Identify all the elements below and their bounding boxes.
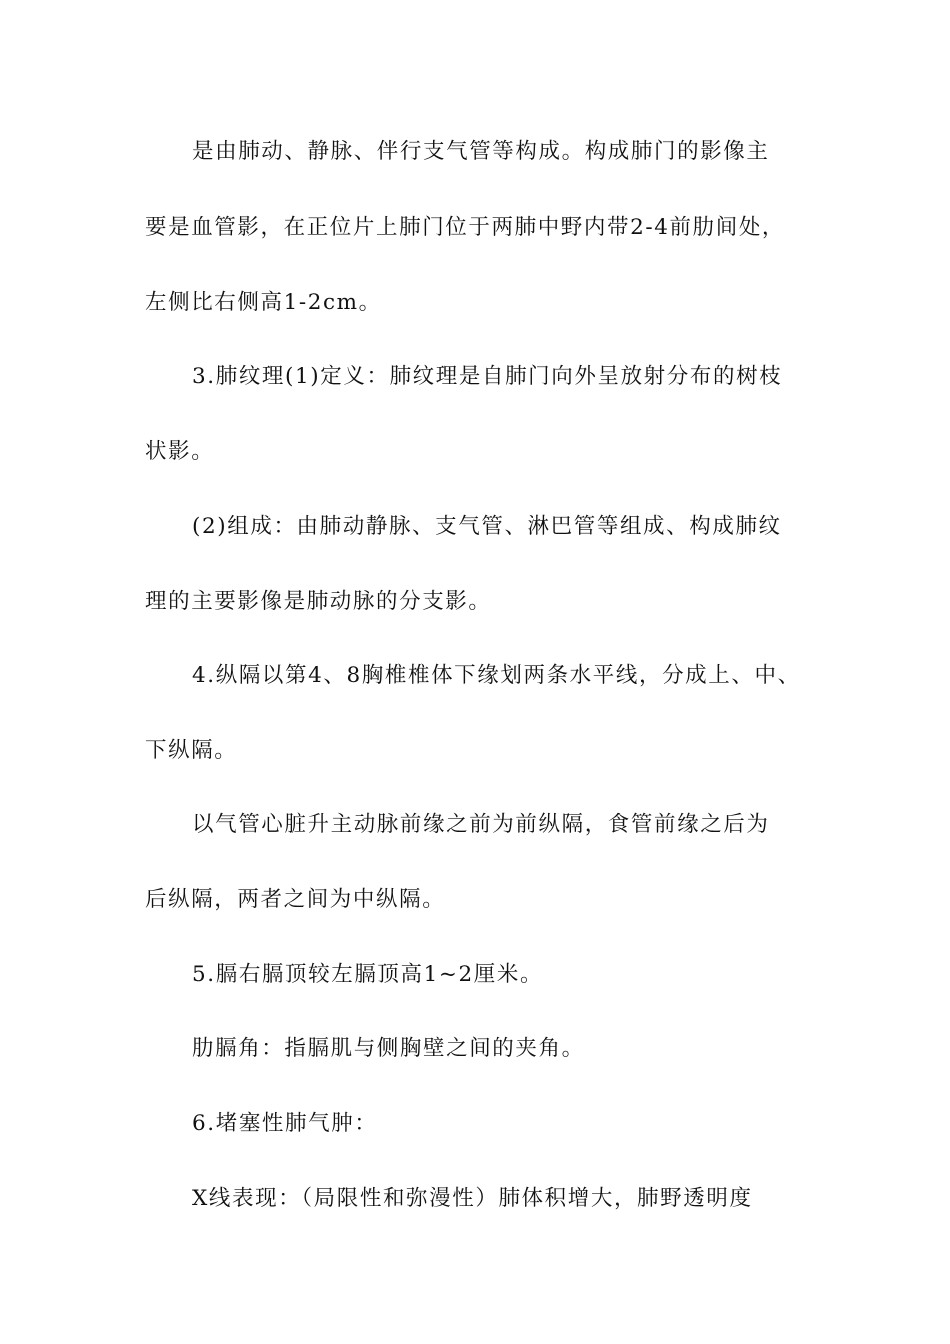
text-line: X线表现：（局限性和弥漫性）肺体积增大，肺野透明度 (192, 1186, 753, 1211)
text-line: 状影。 (145, 439, 215, 464)
text-line: 后纵隔，两者之间为中纵隔。 (145, 887, 446, 912)
text-line: (2)组成：由肺动静脉、支气管、淋巴管等组成、构成肺纹 (192, 514, 782, 539)
text-line: 是由肺动、静脉、伴行支气管等构成。构成肺门的影像主 (192, 139, 770, 164)
text-line: 3.肺纹理(1)定义：肺纹理是自肺门向外呈放射分布的树枝 (192, 364, 783, 389)
text-line: 5.膈右膈顶较左膈顶高1~2厘米。 (192, 962, 544, 987)
text-line: 6.堵塞性肺气肿： (192, 1111, 378, 1136)
text-line: 要是血管影，在正位片上肺门位于两肺中野内带2-4前肋间处， (145, 215, 786, 240)
text-line: 左侧比右侧高1-2cm。 (145, 290, 382, 315)
text-line: 以气管心脏升主动脉前缘之前为前纵隔，食管前缘之后为 (192, 812, 770, 837)
text-line: 肋膈角：指膈肌与侧胸壁之间的夹角。 (192, 1036, 585, 1061)
text-line: 理的主要影像是肺动脉的分支影。 (145, 589, 492, 614)
text-line: 下纵隔。 (145, 738, 238, 763)
text-line: 4.纵隔以第4、8胸椎椎体下缘划两条水平线，分成上、中、 (192, 663, 801, 688)
